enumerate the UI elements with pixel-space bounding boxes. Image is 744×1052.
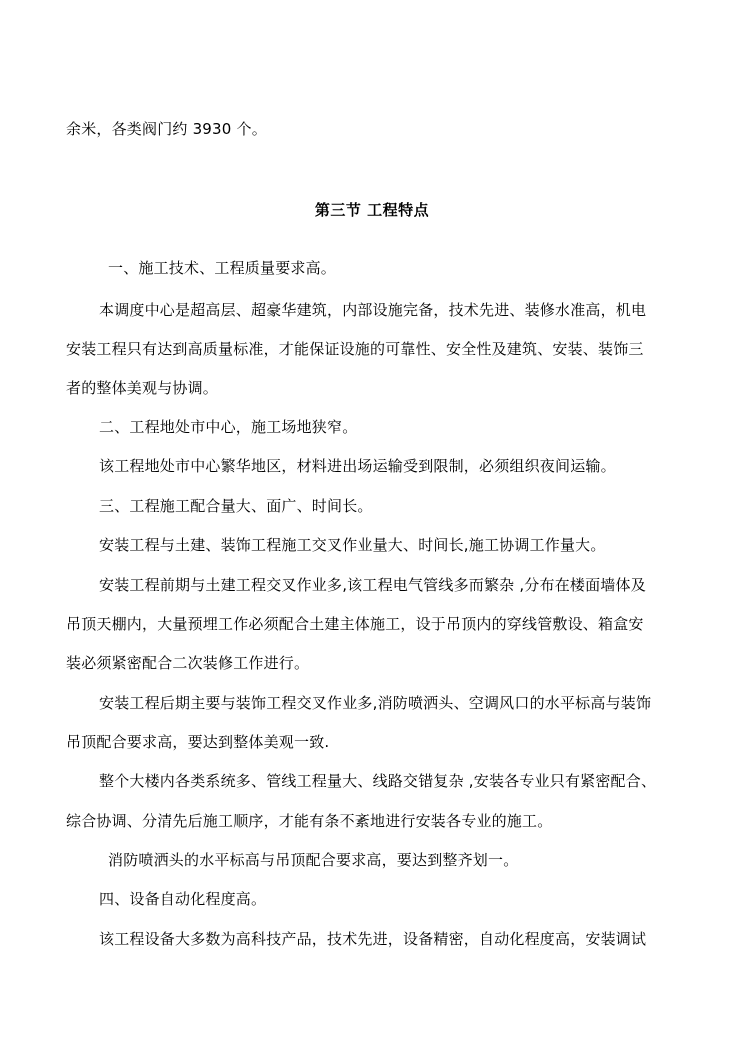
continuation-line: 余米，各类阀门约 3930 个。 bbox=[66, 120, 267, 138]
heading-2: 二、工程地处市中心，施工场地狭窄。 bbox=[99, 418, 358, 436]
paragraph-line: 装必须紧密配合二次装修工作进行。 bbox=[66, 654, 310, 672]
paragraph-line: 综合协调、分清先后施工顺序，才能有条不紊地进行安装各专业的施工。 bbox=[66, 812, 553, 830]
paragraph-line: 安装工程前期与土建工程交叉作业多,该工程电气管线多而繁杂 ,分布在楼面墙体及 bbox=[99, 576, 646, 594]
heading-4: 四、设备自动化程度高。 bbox=[99, 890, 267, 908]
paragraph-line: 消防喷洒头的水平标高与吊顶配合要求高，要达到整齐划一。 bbox=[108, 851, 519, 869]
paragraph-line: 整个大楼内各类系统多、管线工程量大、线路交错复杂 ,安装各专业只有紧密配合、 bbox=[99, 772, 657, 790]
paragraph-line: 安装工程只有达到高质量标准，才能保证设施的可靠性、安全性及建筑、安装、装饰三 bbox=[66, 340, 644, 358]
paragraph-line: 吊顶天棚内，大量预埋工作必须配合土建主体施工，设于吊顶内的穿线管敷设、箱盒安 bbox=[66, 615, 644, 633]
paragraph-line: 该工程设备大多数为高科技产品，技术先进，设备精密，自动化程度高，安装调试 bbox=[99, 930, 647, 948]
paragraph-line: 该工程地处市中心繁华地区，材料进出场运输受到限制，必须组织夜间运输。 bbox=[99, 457, 616, 475]
section-title: 第三节 工程特点 bbox=[314, 201, 430, 219]
paragraph-line: 安装工程后期主要与装饰工程交叉作业多,消防喷洒头、空调风口的水平标高与装饰 bbox=[99, 694, 652, 712]
heading-1: 一、施工技术、工程质量要求高。 bbox=[108, 259, 337, 277]
paragraph-line: 吊顶配合要求高，要达到整体美观一致. bbox=[66, 733, 330, 751]
paragraph-line: 安装工程与土建、装饰工程施工交叉作业量大、时间长,施工协调工作量大。 bbox=[99, 536, 606, 554]
paragraph-line: 者的整体美观与协调。 bbox=[66, 379, 219, 397]
paragraph-line: 本调度中心是超高层、超豪华建筑，内部设施完备，技术先进、装修水准高，机电 bbox=[99, 301, 647, 319]
heading-3: 三、工程施工配合量大、面广、时间长。 bbox=[99, 497, 373, 515]
